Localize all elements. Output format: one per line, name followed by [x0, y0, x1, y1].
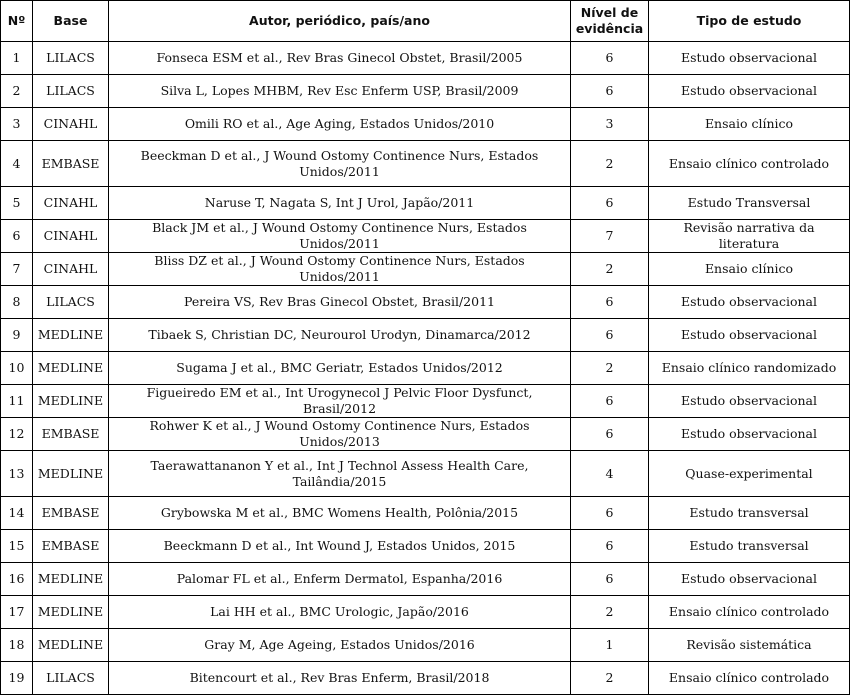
cell-study-type: Revisão sistemática [649, 629, 850, 662]
cell-evidence-level: 6 [571, 497, 649, 530]
cell-number: 15 [1, 530, 33, 563]
table-row [1, 629, 850, 662]
table-row [1, 352, 850, 385]
cell-base: MEDLINE [33, 319, 109, 352]
cell-number: 2 [1, 75, 33, 108]
table-row [1, 418, 850, 451]
cell-base: EMBASE [33, 141, 109, 187]
cell-number: 4 [1, 141, 33, 187]
cell-author: Black JM et al., J Wound Ostomy Continence Nurs, Estados Unidos/2011 [109, 220, 571, 253]
cell-study-type: Ensaio clínico controlado [649, 662, 850, 695]
cell-evidence-level: 3 [571, 108, 649, 141]
cell-evidence-level: 6 [571, 563, 649, 596]
cell-evidence-level: 2 [571, 253, 649, 286]
cell-base: MEDLINE [33, 563, 109, 596]
cell-base: CINAHL [33, 108, 109, 141]
table-row [1, 286, 850, 319]
cell-number: 18 [1, 629, 33, 662]
cell-author: Rohwer K et al., J Wound Ostomy Continence Nurs, Estados Unidos/2013 [109, 418, 571, 451]
cell-author: Figueiredo EM et al., Int Urogynecol J Pelvic Floor Dysfunct, Brasil/2012 [109, 385, 571, 418]
cell-base: LILACS [33, 42, 109, 75]
cell-evidence-level: 6 [571, 187, 649, 220]
cell-study-type: Estudo observacional [649, 286, 850, 319]
cell-base: MEDLINE [33, 451, 109, 497]
cell-number: 9 [1, 319, 33, 352]
cell-base: MEDLINE [33, 629, 109, 662]
cell-study-type: Quase-experimental [649, 451, 850, 497]
cell-number: 19 [1, 662, 33, 695]
cell-author: Beeckman D et al., J Wound Ostomy Continence Nurs, Estados Unidos/2011 [109, 141, 571, 187]
table-row [1, 563, 850, 596]
cell-base: LILACS [33, 662, 109, 695]
cell-author: Lai HH et al., BMC Urologic, Japão/2016 [109, 596, 571, 629]
cell-base: CINAHL [33, 220, 109, 253]
cell-base: LILACS [33, 286, 109, 319]
cell-study-type: Estudo observacional [649, 563, 850, 596]
cell-evidence-level: 7 [571, 220, 649, 253]
cell-author: Pereira VS, Rev Bras Ginecol Obstet, Brasil/2011 [109, 286, 571, 319]
table-row [1, 42, 850, 75]
cell-number: 7 [1, 253, 33, 286]
cell-study-type: Estudo observacional [649, 418, 850, 451]
cell-study-type: Estudo observacional [649, 75, 850, 108]
cell-author: Fonseca ESM et al., Rev Bras Ginecol Obstet, Brasil/2005 [109, 42, 571, 75]
cell-study-type: Revisão narrativa da literatura [649, 220, 850, 253]
cell-number: 17 [1, 596, 33, 629]
cell-author: Bitencourt et al., Rev Bras Enferm, Brasil/2018 [109, 662, 571, 695]
cell-evidence-level: 6 [571, 418, 649, 451]
table-row [1, 187, 850, 220]
cell-author: Silva L, Lopes MHBM, Rev Esc Enferm USP, Brasil/2009 [109, 75, 571, 108]
cell-study-type: Estudo transversal [649, 497, 850, 530]
cell-base: CINAHL [33, 187, 109, 220]
cell-author: Grybowska M et al., BMC Womens Health, Polônia/2015 [109, 497, 571, 530]
table-row [1, 141, 850, 187]
cell-evidence-level: 6 [571, 75, 649, 108]
cell-number: 12 [1, 418, 33, 451]
cell-number: 16 [1, 563, 33, 596]
cell-author: Sugama J et al., BMC Geriatr, Estados Unidos/2012 [109, 352, 571, 385]
cell-study-type: Ensaio clínico controlado [649, 596, 850, 629]
cell-base: EMBASE [33, 497, 109, 530]
cell-evidence-level: 6 [571, 319, 649, 352]
table-row [1, 385, 850, 418]
header-row [1, 1, 850, 42]
cell-base: MEDLINE [33, 352, 109, 385]
cell-author: Taerawattananon Y et al., Int J Technol Assess Health Care, Tailândia/2015 [109, 451, 571, 497]
cell-evidence-level: 2 [571, 141, 649, 187]
cell-number: 14 [1, 497, 33, 530]
cell-study-type: Estudo observacional [649, 385, 850, 418]
cell-study-type: Ensaio clínico [649, 108, 850, 141]
table-row [1, 497, 850, 530]
cell-evidence-level: 2 [571, 596, 649, 629]
cell-number: 5 [1, 187, 33, 220]
cell-study-type: Ensaio clínico [649, 253, 850, 286]
cell-number: 8 [1, 286, 33, 319]
cell-study-type: Ensaio clínico controlado [649, 141, 850, 187]
header-base: Base [33, 1, 109, 42]
cell-number: 13 [1, 451, 33, 497]
cell-author: Naruse T, Nagata S, Int J Urol, Japão/2011 [109, 187, 571, 220]
table-row [1, 220, 850, 253]
cell-evidence-level: 6 [571, 530, 649, 563]
table-row [1, 530, 850, 563]
table-row [1, 319, 850, 352]
table-row [1, 451, 850, 497]
cell-author: Tibaek S, Christian DC, Neurourol Urodyn, Dinamarca/2012 [109, 319, 571, 352]
header-author: Autor, periódico, país/ano [109, 1, 571, 42]
header-study-type: Tipo de estudo [649, 1, 850, 42]
cell-base: LILACS [33, 75, 109, 108]
table-row [1, 596, 850, 629]
cell-base: EMBASE [33, 530, 109, 563]
cell-author: Palomar FL et al., Enferm Dermatol, Espanha/2016 [109, 563, 571, 596]
cell-number: 6 [1, 220, 33, 253]
cell-base: MEDLINE [33, 385, 109, 418]
cell-base: CINAHL [33, 253, 109, 286]
cell-base: MEDLINE [33, 596, 109, 629]
table-row [1, 253, 850, 286]
cell-evidence-level: 1 [571, 629, 649, 662]
cell-number: 10 [1, 352, 33, 385]
cell-author: Bliss DZ et al., J Wound Ostomy Continence Nurs, Estados Unidos/2011 [109, 253, 571, 286]
header-evidence-level: Nível de evidência [571, 1, 649, 42]
table-row [1, 662, 850, 695]
cell-number: 11 [1, 385, 33, 418]
cell-number: 3 [1, 108, 33, 141]
cell-study-type: Ensaio clínico randomizado [649, 352, 850, 385]
cell-evidence-level: 6 [571, 385, 649, 418]
cell-study-type: Estudo observacional [649, 319, 850, 352]
cell-evidence-level: 6 [571, 286, 649, 319]
cell-evidence-level: 2 [571, 662, 649, 695]
cell-number: 1 [1, 42, 33, 75]
cell-author: Gray M, Age Ageing, Estados Unidos/2016 [109, 629, 571, 662]
table-row [1, 75, 850, 108]
cell-base: EMBASE [33, 418, 109, 451]
cell-evidence-level: 2 [571, 352, 649, 385]
cell-study-type: Estudo observacional [649, 42, 850, 75]
cell-author: Beeckmann D et al., Int Wound J, Estados Unidos, 2015 [109, 530, 571, 563]
cell-evidence-level: 6 [571, 42, 649, 75]
header-number: Nº [1, 1, 33, 42]
cell-study-type: Estudo transversal [649, 530, 850, 563]
table-row [1, 108, 850, 141]
cell-study-type: Estudo Transversal [649, 187, 850, 220]
cell-author: Omili RO et al., Age Aging, Estados Unidos/2010 [109, 108, 571, 141]
cell-evidence-level: 4 [571, 451, 649, 497]
